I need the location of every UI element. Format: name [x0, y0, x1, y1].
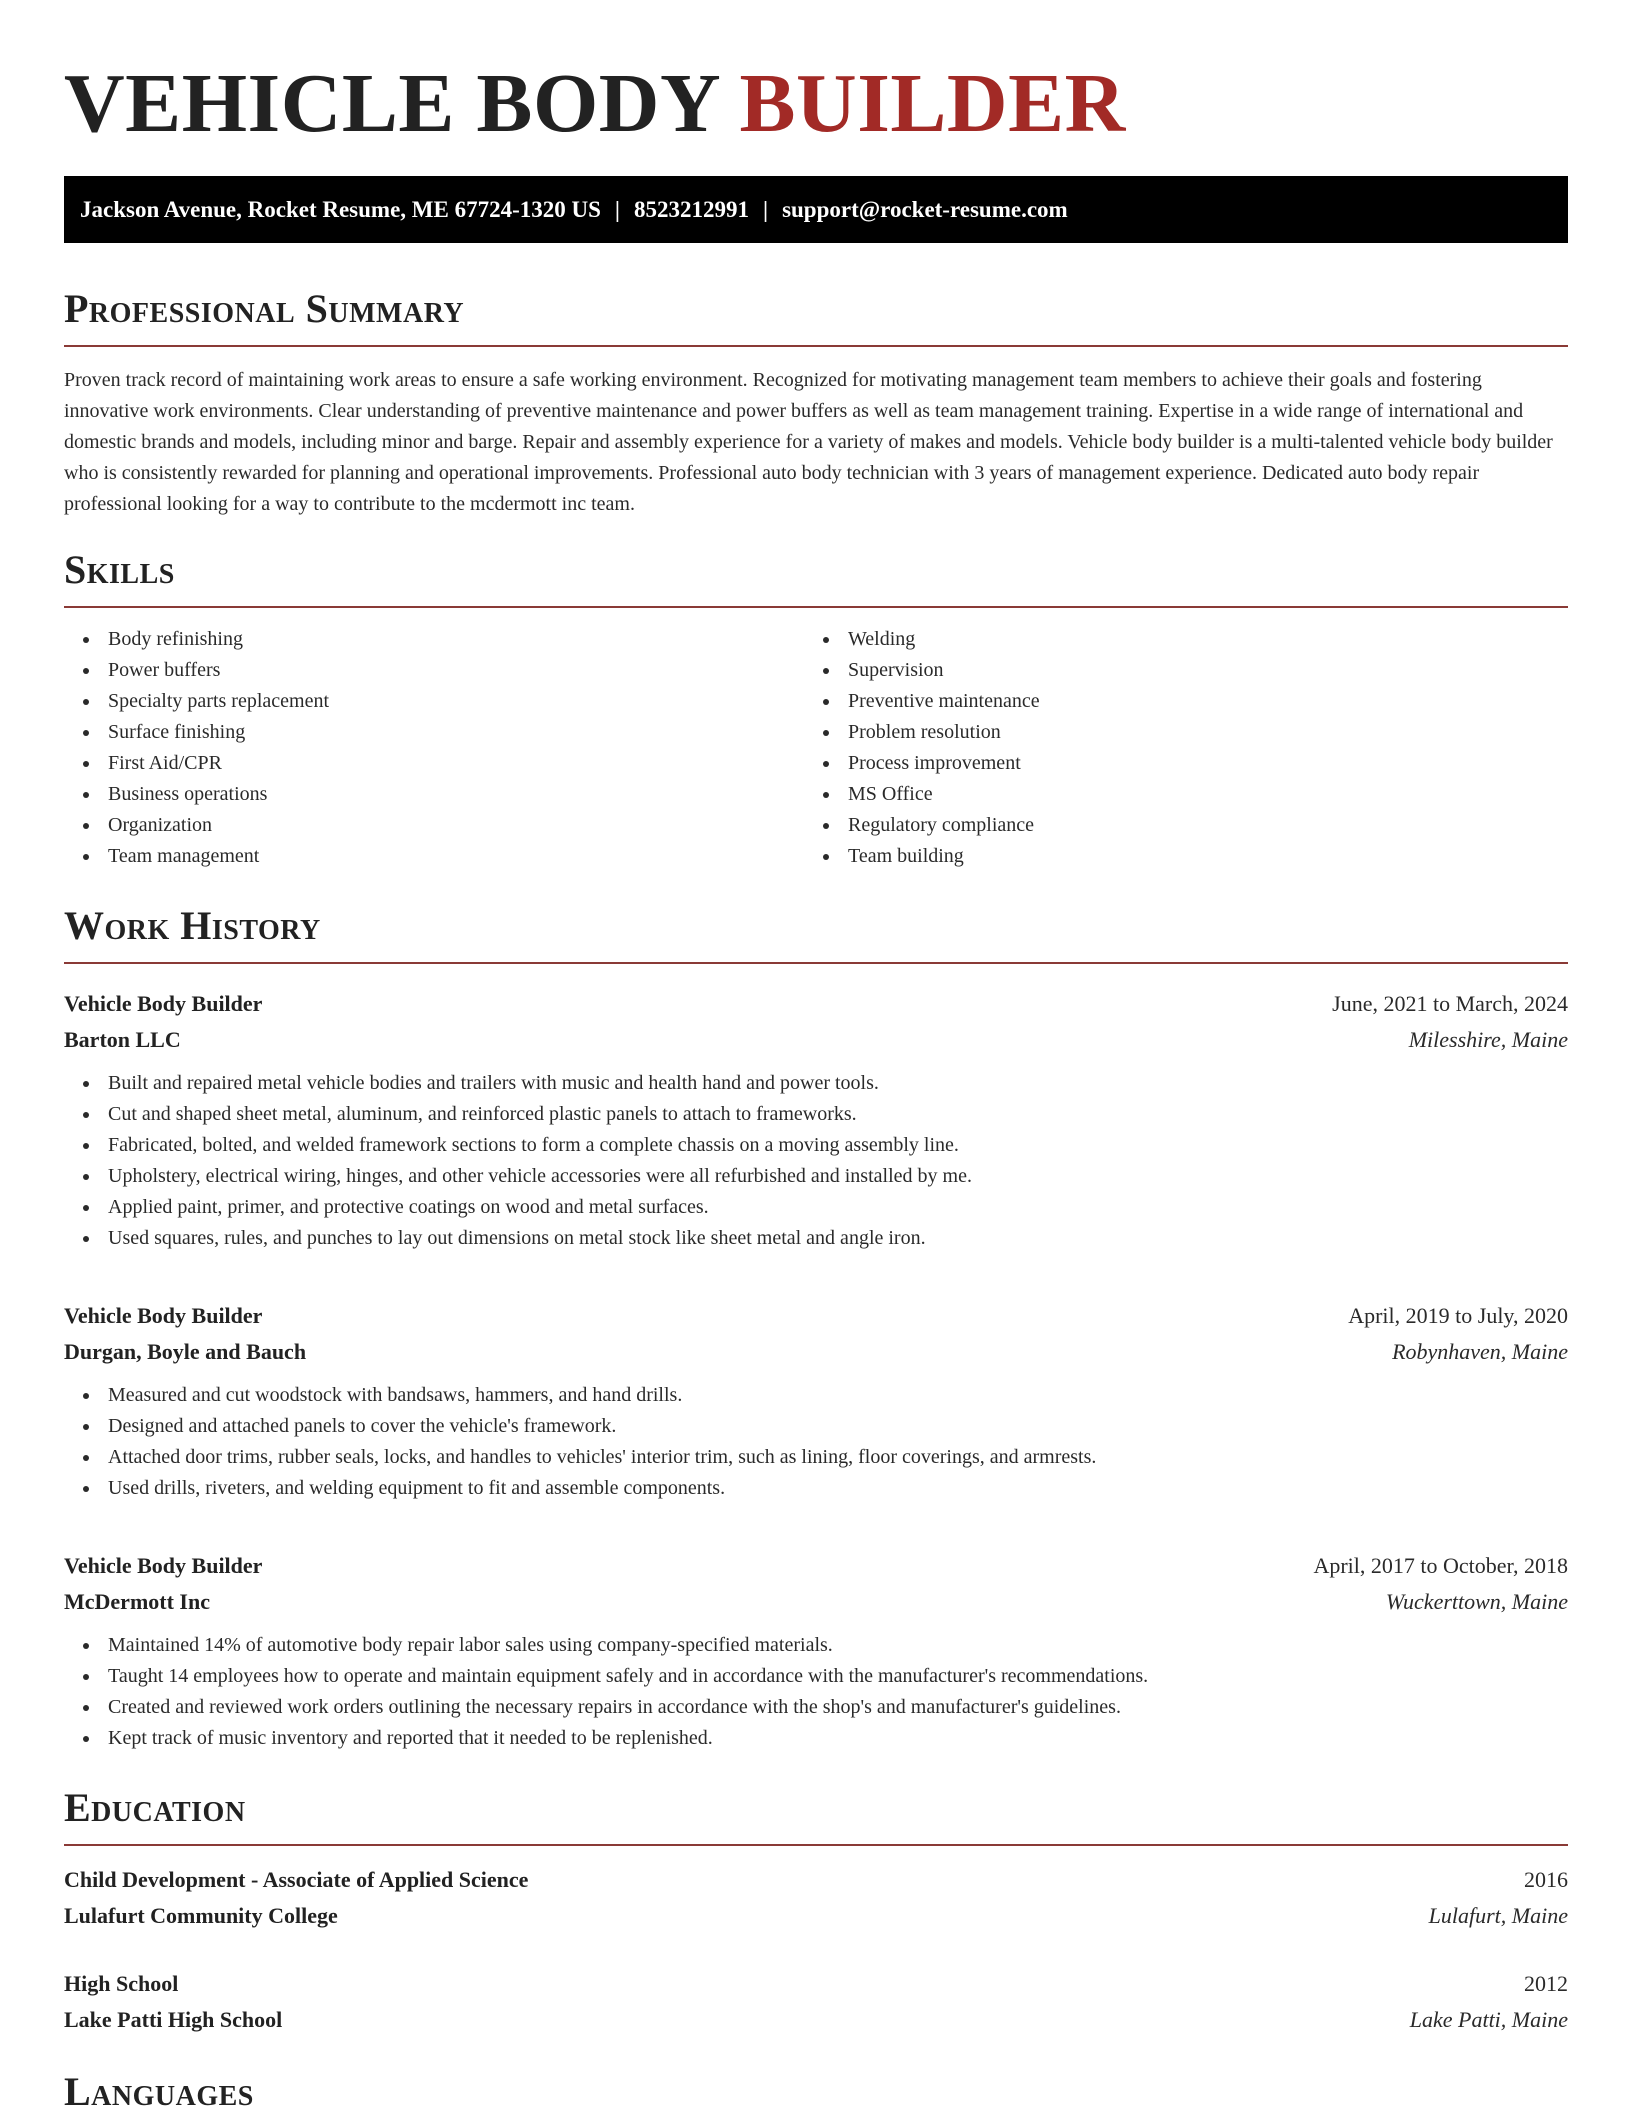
job-company: Barton LLC	[64, 1027, 181, 1052]
contact-phone: 8523212991	[633, 197, 749, 222]
job-bullet: Kept track of music inventory and reported that it needed to be replenished.	[108, 1723, 1568, 1754]
job-bullet: Created and reviewed work orders outlining the necessary repairs in accordance with the shop's and manufacturer's guidelines.	[108, 1692, 1568, 1723]
languages-section	[64, 2068, 1568, 2116]
education-entry	[64, 1966, 1568, 2038]
contact-separator: |	[614, 197, 620, 222]
skills-column-left	[64, 624, 804, 872]
summary-section	[64, 285, 1568, 520]
job-company: McDermott Inc	[64, 1589, 210, 1614]
job-role: Vehicle Body Builder	[64, 991, 263, 1016]
job-bullets	[64, 1630, 1568, 1754]
resume-name	[64, 0, 1568, 154]
job-bullet: Attached door trims, rubber seals, locks, and handles to vehicles' interior trim, such as lining, floor coverings, and armrests.	[108, 1442, 1568, 1473]
contact-bar	[64, 176, 1568, 243]
job-bullets	[64, 1068, 1568, 1254]
job-bullet: Taught 14 employees how to operate and maintain equipment safely and in accordance with the manufacturer's recommendations.	[108, 1661, 1568, 1692]
skills-section	[64, 546, 1568, 872]
job-dates: June, 2021 to March, 2024	[1332, 991, 1568, 1016]
skill-item: Process improvement	[848, 748, 1544, 779]
job-location: Wuckerttown, Maine	[1385, 1589, 1568, 1614]
section-title-education: Education	[64, 1785, 246, 1830]
education-location: Lulafurt, Maine	[1428, 1903, 1568, 1928]
education-degree: Child Development - Associate of Applied Science	[64, 1867, 529, 1892]
education-location: Lake Patti, Maine	[1409, 2007, 1568, 2032]
contact-email: support@rocket-resume.com	[782, 197, 1068, 222]
job-bullet: Measured and cut woodstock with bandsaws, hammers, and hand drills.	[108, 1380, 1568, 1411]
skill-item: First Aid/CPR	[108, 748, 804, 779]
job-bullet: Maintained 14% of automotive body repair labor sales using company-specified materials.	[108, 1630, 1568, 1661]
section-divider	[64, 606, 1568, 608]
job-location: Robynhaven, Maine	[1392, 1339, 1568, 1364]
section-title-languages: Languages	[64, 2069, 254, 2114]
job-dates: April, 2019 to July, 2020	[1348, 1303, 1568, 1328]
section-title-summary: Professional Summary	[64, 286, 465, 331]
skill-item: Team management	[108, 841, 804, 872]
education-entry	[64, 1862, 1568, 1934]
job-bullet: Built and repaired metal vehicle bodies and trailers with music and health hand and power tools.	[108, 1068, 1568, 1099]
skill-item: Team building	[848, 841, 1544, 872]
education-degree: High School	[64, 1971, 179, 1996]
skills-list	[64, 624, 1568, 872]
job-bullet: Upholstery, electrical wiring, hinges, and other vehicle accessories were all refurbished and installed by me.	[108, 1161, 1568, 1192]
skill-item: Problem resolution	[848, 717, 1544, 748]
job-bullet: Fabricated, bolted, and welded framework sections to form a complete chassis on a moving assembly line.	[108, 1130, 1568, 1161]
job-entry	[64, 1298, 1568, 1504]
education-school: Lake Patti High School	[64, 2007, 283, 2032]
summary-text: Proven track record of maintaining work areas to ensure a safe working environment. Recognized for motivating management team members to achieve their goals and fostering innovative work environments. Clear understanding of preventive maintenance and power buffers as well as team management training. Expertise in a wide range of international and domestic brands and models, including minor and barge. Repair and assembly experience for a variety of makes and models. Vehicle body builder is a multi-talented vehicle body builder who is consistently rewarded for planning and operational improvements. Professional auto body technician with 3 years of management experience. Dedicated auto body repair professional looking for a way to contribute to the mcdermott inc team.	[64, 369, 1553, 515]
section-title-work-history: Work History	[64, 903, 321, 948]
job-dates: April, 2017 to October, 2018	[1313, 1553, 1568, 1578]
skill-item: Power buffers	[108, 655, 804, 686]
job-role: Vehicle Body Builder	[64, 1553, 263, 1578]
skill-item: Specialty parts replacement	[108, 686, 804, 717]
job-entry	[64, 1548, 1568, 1754]
education-year: 2012	[1524, 1971, 1568, 1996]
job-bullet: Designed and attached panels to cover the vehicle's framework.	[108, 1411, 1568, 1442]
contact-address: Jackson Avenue, Rocket Resume, ME 67724-1320 US	[80, 197, 601, 222]
job-company: Durgan, Boyle and Bauch	[64, 1339, 307, 1364]
contact-separator: |	[762, 197, 769, 222]
job-bullets	[64, 1380, 1568, 1504]
job-entry	[64, 986, 1568, 1254]
section-divider	[64, 345, 1568, 347]
section-divider	[64, 962, 1568, 964]
job-location: Milesshire, Maine	[1408, 1027, 1568, 1052]
section-divider	[64, 1844, 1568, 1846]
skill-item: Regulatory compliance	[848, 810, 1544, 841]
section-title-skills: Skills	[64, 547, 175, 592]
skill-item: Business operations	[108, 779, 804, 810]
work-history-section	[64, 902, 1568, 1754]
job-bullet: Applied paint, primer, and protective coatings on wood and metal surfaces.	[108, 1192, 1568, 1223]
name-part-2: BUILDER	[739, 57, 1126, 150]
skill-item: MS Office	[848, 779, 1544, 810]
skill-item: Body refinishing	[108, 624, 804, 655]
education-section	[64, 1784, 1568, 2038]
job-role: Vehicle Body Builder	[64, 1303, 263, 1328]
job-bullet: Cut and shaped sheet metal, aluminum, and reinforced plastic panels to attach to frameworks.	[108, 1099, 1568, 1130]
skill-item: Preventive maintenance	[848, 686, 1544, 717]
job-bullet: Used drills, riveters, and welding equipment to fit and assemble components.	[108, 1473, 1568, 1504]
skill-item: Supervision	[848, 655, 1544, 686]
skill-item: Welding	[848, 624, 1544, 655]
education-year: 2016	[1524, 1867, 1568, 1892]
skill-item: Surface finishing	[108, 717, 804, 748]
skills-column-right	[804, 624, 1544, 872]
skill-item: Organization	[108, 810, 804, 841]
resume-page	[64, 0, 1568, 2116]
job-bullet: Used squares, rules, and punches to lay out dimensions on metal stock like sheet metal and angle iron.	[108, 1223, 1568, 1254]
name-part-1: VEHICLE BODY	[64, 57, 719, 150]
education-school: Lulafurt Community College	[64, 1903, 338, 1928]
